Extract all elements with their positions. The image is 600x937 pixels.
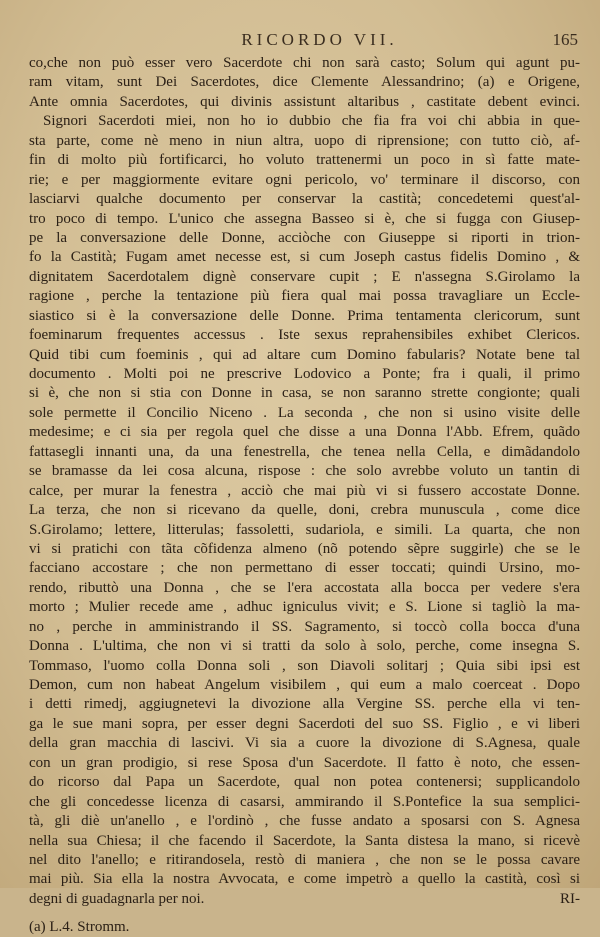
text-line: nel dito l'anello; e ritirandosela, restò di maniera , che non se le possa cavare xyxy=(29,851,580,868)
text-line: fattasegli innanti una, da una fenestrella, che tenea nella Cella, e dimãdandolo xyxy=(29,443,580,460)
text-line: La terza, che non si ricevano da quelle, doni, crebra munuscula , come dice xyxy=(29,502,580,519)
text-line: medesime; e ci sia per regola quel che disse a una Donna l'Abb. Efrem, quãdo xyxy=(29,424,580,441)
text-line: lasciarvi qualche documento per conservar la castità; concedetemi quest'al- xyxy=(29,191,580,208)
text-line: sole permette il Concilio Niceno . La seconda , che non si usino visite delle xyxy=(29,404,580,421)
text-line: documento . Molti poi ne prescrive Lodovico a Ponte; fra i quali, il primo xyxy=(29,366,580,382)
text-line: Quid tibi cum foeminis , qui ad altare cum Domino fabularis? Notate bene tal xyxy=(29,346,580,363)
text-line: tro poco di tempo. L'unico che assegna Basseo si è, che si fugga con Giusep- xyxy=(29,210,580,227)
text-line: Demon, cum non habeat Angelum visibilem , qui eum a malo coerceat . Dopo xyxy=(29,677,580,693)
text-line: che gli concedesse licenza di casarsi, ammirando il S.Pontefice la sua semplici- xyxy=(29,793,580,810)
text-line: calce, per murar la fenestra , acciò che mai più vi si fussero accostate Donne. xyxy=(29,482,580,499)
text-line: ragione , perche la tentazione più fiera qual mai possa travagliare un Eccle- xyxy=(29,288,580,305)
text-line: con un gran prodigio, si rese Sposa d'un Sacerdote. Il fatto è noto, che essen- xyxy=(29,754,580,771)
text-line: rie; e per maggiormente evitare ogni pericolo, vo' terminare il discorso, con xyxy=(29,171,580,188)
text-line: no , perche in amministrando il SS. Sagramento, si toccò colla bocca d'una xyxy=(29,618,580,635)
last-line-text: degni di guadagnarla per noi. xyxy=(29,890,205,907)
text-line: tà, gli diè un'anello , e l'ordinò , che fusse andato a sposarsi con S. Agnesa xyxy=(29,813,580,830)
page-header xyxy=(29,30,580,52)
text-line: facciano accostare ; che non permettano di esser toccati; quindi Ursino, mo- xyxy=(29,560,580,577)
text-line: rendo, ributtò una Donna , che se l'era accostata alla bocca per vedere s'era xyxy=(29,579,580,596)
footnote: (a) L.4. Stromm. xyxy=(29,919,130,936)
text-line: pe la conversazione delle Donne, acciòche con Giuseppe si riporti in trion- xyxy=(29,229,580,246)
text-line: se bramasse da lei cosa alcuna, rispose : che solo avrebbe voluto un tantin di xyxy=(29,463,580,480)
text-line: morto ; Mulier recede ame , adhuc igniculus vivit; e S. Lione si tagliò la ma- xyxy=(29,599,580,616)
text-line: fo la Castità; Fugam amet necesse est, si cum Joseph castus fidelis Domino , & xyxy=(29,249,580,266)
text-line: si è, che non si stia con Donne in casa, se non saranno strette congionte; quali xyxy=(29,385,580,402)
text-line: S.Girolamo; lettere, litterulas; fassoletti, sudariola, e simili. La quarta, che non xyxy=(29,521,580,538)
catchword: RI- xyxy=(560,890,580,907)
text-line: Donna . L'ultima, che non vi si tratti da solo à solo, perche, come insegna S. xyxy=(29,638,580,655)
text-line: do ricorso dal Papa un Sacerdote, qual non potea contenersi; supplicandolo xyxy=(29,774,580,791)
page-number: 165 xyxy=(552,30,578,49)
text-line: i detti rimedj, aggiugnetevi la divozione alla Vergine SS. perche ella vi ten- xyxy=(29,696,580,713)
body-text xyxy=(29,54,580,909)
text-line: Ante omnia Sacerdotes, qui divinis assistunt altaribus , castitate debent evinci. xyxy=(29,93,580,110)
text-line: co,che non può esser vero Sacerdote chi non sarà casto; Solum qui agunt pu- xyxy=(29,55,580,71)
text-line: nella sua Chiesa; il che facendo il Sacerdote, la Santa distesa la mano, si ricevè xyxy=(29,832,580,849)
text-line: Tommaso, l'uomo colla Donna soli , son Diavoli solitarj ; Quia sibi ipsi est xyxy=(29,657,580,674)
text-line: della gran macchia di lascivi. Vi sia a cuore la divozione di S.Agnesa, quale xyxy=(29,735,580,752)
text-line: ga le sue mani sopra, per esser degni Sacerdoti del suo SS. Figlio , e vi liberi xyxy=(29,715,580,732)
text-line: foeminarum frequentes accessus . Iste sexus reprahensibiles exhibet Clericos. xyxy=(29,327,580,344)
text-line: dignitatem Sacerdotalem dignè conservare cupit ; E n'assegna S.Girolamo la xyxy=(29,268,580,285)
text-line: vi si pratichi con tãta cõfidenza almeno (nõ potendo sẽpre suggirle) che se le xyxy=(29,540,580,557)
text-line: siastico si è la conversazione delle Donne. Prima tentamenta clericorum, sunt xyxy=(29,307,580,324)
text-line: Signori Sacerdoti miei, non ho io dubbio che fia fra voi chi abbia in que- xyxy=(43,113,580,130)
text-line: sta parte, come nè meno in niun altra, uopo di riprensione; con tutto ciò, af- xyxy=(29,132,580,149)
text-line: mai più. Sia ella la nostra Avvocata, e come impetrò a quello la castità, così si xyxy=(29,871,580,888)
text-line: fin di molto più fortificarci, ho voluto trattenermi un poco in sì fatte mate- xyxy=(29,152,580,169)
text-line: ram vitam, sunt Dei Sacerdotes, dice Clemente Alessandrino; (a) e Origene, xyxy=(29,74,580,91)
text-line xyxy=(29,890,580,909)
running-title: RICORDO VII. xyxy=(241,30,398,49)
